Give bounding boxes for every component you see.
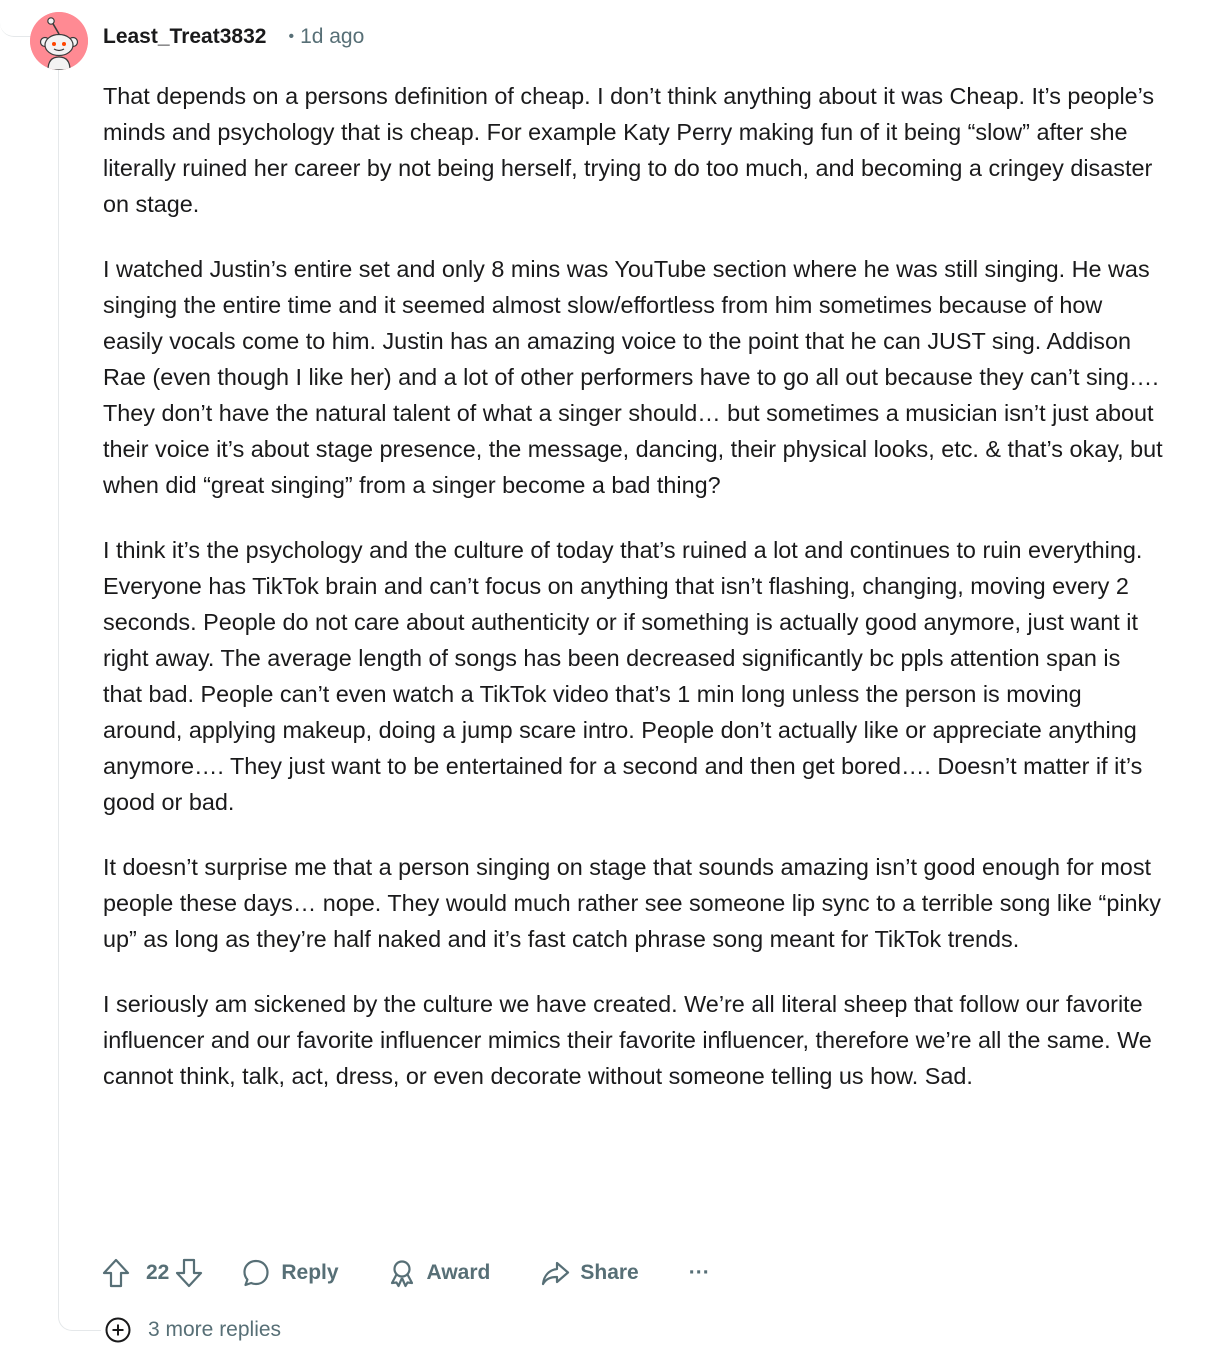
reply-label: Reply <box>281 1261 339 1284</box>
comment-paragraph: I think it’s the psychology and the culture of today that’s ruined a lot and continues to ruin everything. Everyone has TikTok brain and can’t focus on anything that isn’t flashing, changing, moving every 2 seconds. People do not care about authenticity or if something is actually good anymore, just want it right away. The average length of songs has been decreased significantly bc ppls attention span is that bad. People can’t even watch a TikTok video that’s 1 min long unless the person is moving around, applying makeup, doing a jump scare intro. People don’t actually like or appreciate anything anymore…. They just want to be entertained for a second and then get bored…. Doesn’t matter if it’s good or bad. <box>103 537 1143 815</box>
award-ribbon-icon <box>387 1258 417 1288</box>
upvote-arrow-icon <box>100 1257 132 1289</box>
reply-button[interactable] <box>241 1258 338 1288</box>
comment-timestamp[interactable]: 1d ago <box>300 25 365 48</box>
downvote-button[interactable] <box>173 1257 205 1289</box>
snoo-avatar-icon <box>30 12 88 70</box>
more-replies-label: 3 more replies <box>148 1318 282 1341</box>
comment-paragraph: I watched Justin’s entire set and only 8 mins was YouTube section where he was still singing. He was singing the entire time and it seemed almost slow/effortless from him sometimes because of how easily vocals come to him. Justin has an amazing voice to the point that he can JUST sing. Addison Rae (even though I like her) and a lot of other performers have to go all out because they can’t sing…. They don’t have the natural talent of what a singer should… but sometimes a musician isn’t just about their voice it’s about stage presence, the message, dancing, their physical looks, etc. & that’s okay, but when did “great singing” from a singer become a bad thing? <box>103 256 1163 498</box>
comment-body <box>103 78 1163 1123</box>
speech-bubble-icon <box>241 1258 271 1288</box>
share-button[interactable] <box>540 1258 638 1288</box>
share-label: Share <box>580 1261 639 1284</box>
comment-paragraph: It doesn’t surprise me that a person singing on stage that sounds amazing isn’t good enough for most people these days… nope. They would much rather see someone lip sync to a terrible song like “pinky up” as long as they’re half naked and it’s fast catch phrase song meant for TikTok trends. <box>103 854 1161 952</box>
award-label: Award <box>426 1261 491 1284</box>
comment-action-bar <box>100 1252 710 1294</box>
downvote-arrow-icon <box>173 1257 205 1289</box>
thread-line <box>58 70 101 1331</box>
comment-paragraph: I seriously am sickened by the culture we have created. We’re all literal sheep that follow our favorite influencer and our favorite influencer mimics their favorite influencer, therefore we’re all the same. We cannot think, talk, act, dress, or even decorate without someone telling us how. Sad. <box>103 991 1152 1089</box>
comment-author[interactable]: Least_Treat3832 <box>103 25 267 48</box>
vote-count: 22 <box>146 1261 170 1284</box>
more-options-icon: ··· <box>688 1261 710 1284</box>
share-arrow-icon <box>540 1258 570 1288</box>
comment-paragraph: That depends on a persons definition of cheap. I don’t think anything about it was Cheap. It’s people’s minds and psychology that is cheap. For example Katy Perry making fun of it being “slow” after she literally ruined her career by not being herself, trying to do too much, and becoming a cringey disaster on stage. <box>103 83 1155 217</box>
vote-group <box>100 1257 205 1289</box>
award-button[interactable] <box>387 1258 491 1288</box>
more-replies-button[interactable] <box>104 1314 281 1346</box>
upvote-button[interactable] <box>100 1257 132 1289</box>
meta-separator: • <box>288 28 295 45</box>
more-options-button[interactable] <box>689 1261 710 1285</box>
comment-header <box>103 22 364 52</box>
avatar[interactable] <box>30 12 88 70</box>
plus-circle-icon <box>104 1316 132 1344</box>
